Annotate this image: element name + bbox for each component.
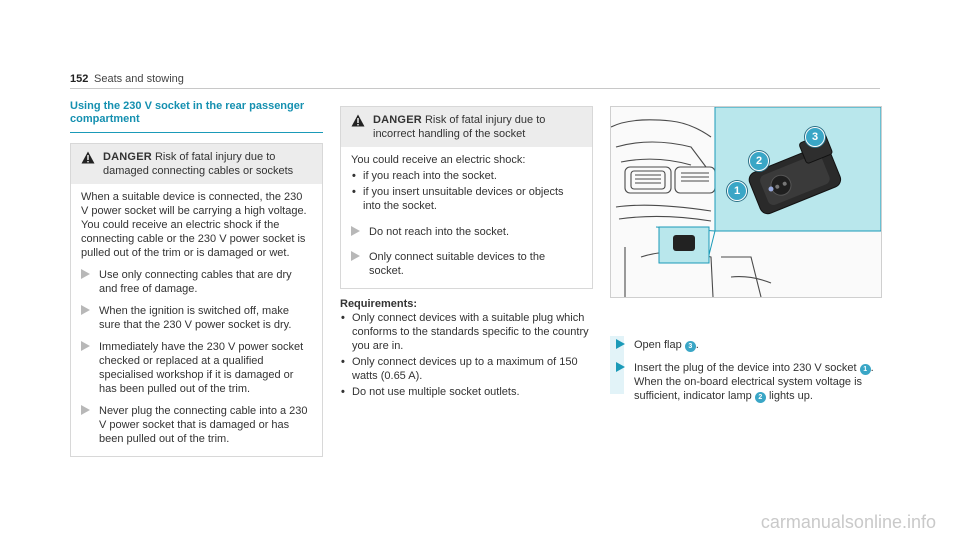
list-item: • if you insert unsuitable devices or objects into the socket.	[351, 185, 582, 213]
console-line-drawing	[611, 107, 881, 297]
requirements-label: Requirements:	[340, 298, 418, 310]
warning-step	[81, 304, 312, 332]
step-arrow-icon	[81, 268, 99, 296]
step-text	[634, 338, 880, 353]
column-2	[340, 106, 593, 401]
warning-step	[351, 225, 582, 240]
list-item: • Do not use multiple socket outlets.	[340, 385, 593, 399]
callout-2: 2	[749, 151, 769, 171]
watermark: carmanualsonline.info	[760, 512, 936, 532]
warning-intro: You could receive an electric shock:	[351, 154, 526, 166]
step-arrow-icon	[351, 225, 369, 240]
callout-1: 1	[727, 181, 747, 201]
step-result-text: When the on-board electrical system voltage is sufficient, indicator lamp	[634, 376, 863, 402]
procedure-steps	[610, 338, 880, 403]
list-item: • Only connect devices with a suitable plug which conforms to the standards specific to the country you are in.	[340, 311, 593, 353]
ref-badge-2: 2	[755, 392, 766, 403]
warning-description: When a suitable device is connected, the 230 V power socket will be carrying a high voltage. You could receive an electric shock if the connecting cable or the 230 V power socket is pulled out of the trim or is damaged or wet.	[81, 191, 307, 259]
warning-title	[97, 150, 314, 178]
requirements-list	[340, 311, 593, 399]
procedure-step-1	[610, 338, 880, 353]
step-text-part: Open flap	[634, 339, 682, 351]
page-header	[70, 70, 880, 89]
danger-box-socket	[340, 106, 593, 289]
danger-label: DANGER	[373, 114, 422, 126]
ref-badge-1: 1	[860, 364, 871, 375]
step-result-text: lights up.	[768, 390, 813, 402]
page-number: 152	[70, 73, 89, 85]
socket-illustration	[610, 106, 882, 298]
warning-step	[81, 340, 312, 396]
warning-body	[341, 147, 592, 288]
ref-badge-3: 3	[685, 341, 696, 352]
warning-header	[71, 144, 322, 184]
warning-title-text: Risk of fatal injury due to damaged connecting cables or sockets	[103, 151, 294, 177]
list-item: • Only connect devices up to a maximum of 150 watts (0.65 A).	[340, 355, 593, 383]
step-text: Only connect suitable devices to the socket.	[369, 251, 546, 277]
warning-step	[81, 268, 312, 296]
section-heading: Using the 230 V socket in the rear passenger compartment	[70, 100, 323, 133]
warning-header	[341, 107, 592, 147]
warning-step	[81, 404, 312, 446]
step-text	[634, 361, 880, 403]
chapter-title: Seats and stowing	[94, 73, 184, 85]
warning-title-text: Risk of fatal injury due to incorrect handling of the socket	[373, 114, 546, 140]
step-text: Use only connecting cables that are dry and free of damage.	[99, 269, 292, 295]
step-arrow-icon	[616, 338, 634, 353]
column-1	[70, 100, 323, 457]
warning-bullet-list	[351, 169, 582, 213]
callout-3: 3	[805, 127, 825, 147]
step-text: When the ignition is switched off, make sure that the 230 V power socket is dry.	[99, 305, 292, 331]
warning-triangle-icon	[81, 150, 97, 178]
warning-body	[71, 184, 322, 456]
step-text: Do not reach into the socket.	[369, 226, 510, 238]
step-arrow-icon	[81, 404, 99, 446]
step-text-part: Insert the plug of the device into 230 V socket	[634, 362, 857, 374]
warning-title	[367, 113, 584, 141]
list-item: • if you reach into the socket.	[351, 169, 582, 183]
procedure-step-2	[610, 361, 880, 403]
danger-label: DANGER	[103, 151, 152, 163]
warning-triangle-icon	[351, 113, 367, 141]
warning-step	[351, 250, 582, 278]
step-arrow-icon	[81, 304, 99, 332]
step-arrow-icon	[616, 361, 634, 403]
danger-box-cables	[70, 143, 323, 457]
step-text-part: .	[695, 339, 699, 351]
step-text-part: .	[870, 362, 874, 374]
step-arrow-icon	[351, 250, 369, 278]
step-text: Immediately have the 230 V power socket checked or replaced at a qualified specialised workshop if it is damaged or has been pulled out of the trim.	[99, 341, 304, 395]
step-text: Never plug the connecting cable into a 230 V power socket that is damaged or has been pulled out of the trim.	[99, 405, 308, 445]
step-arrow-icon	[81, 340, 99, 396]
